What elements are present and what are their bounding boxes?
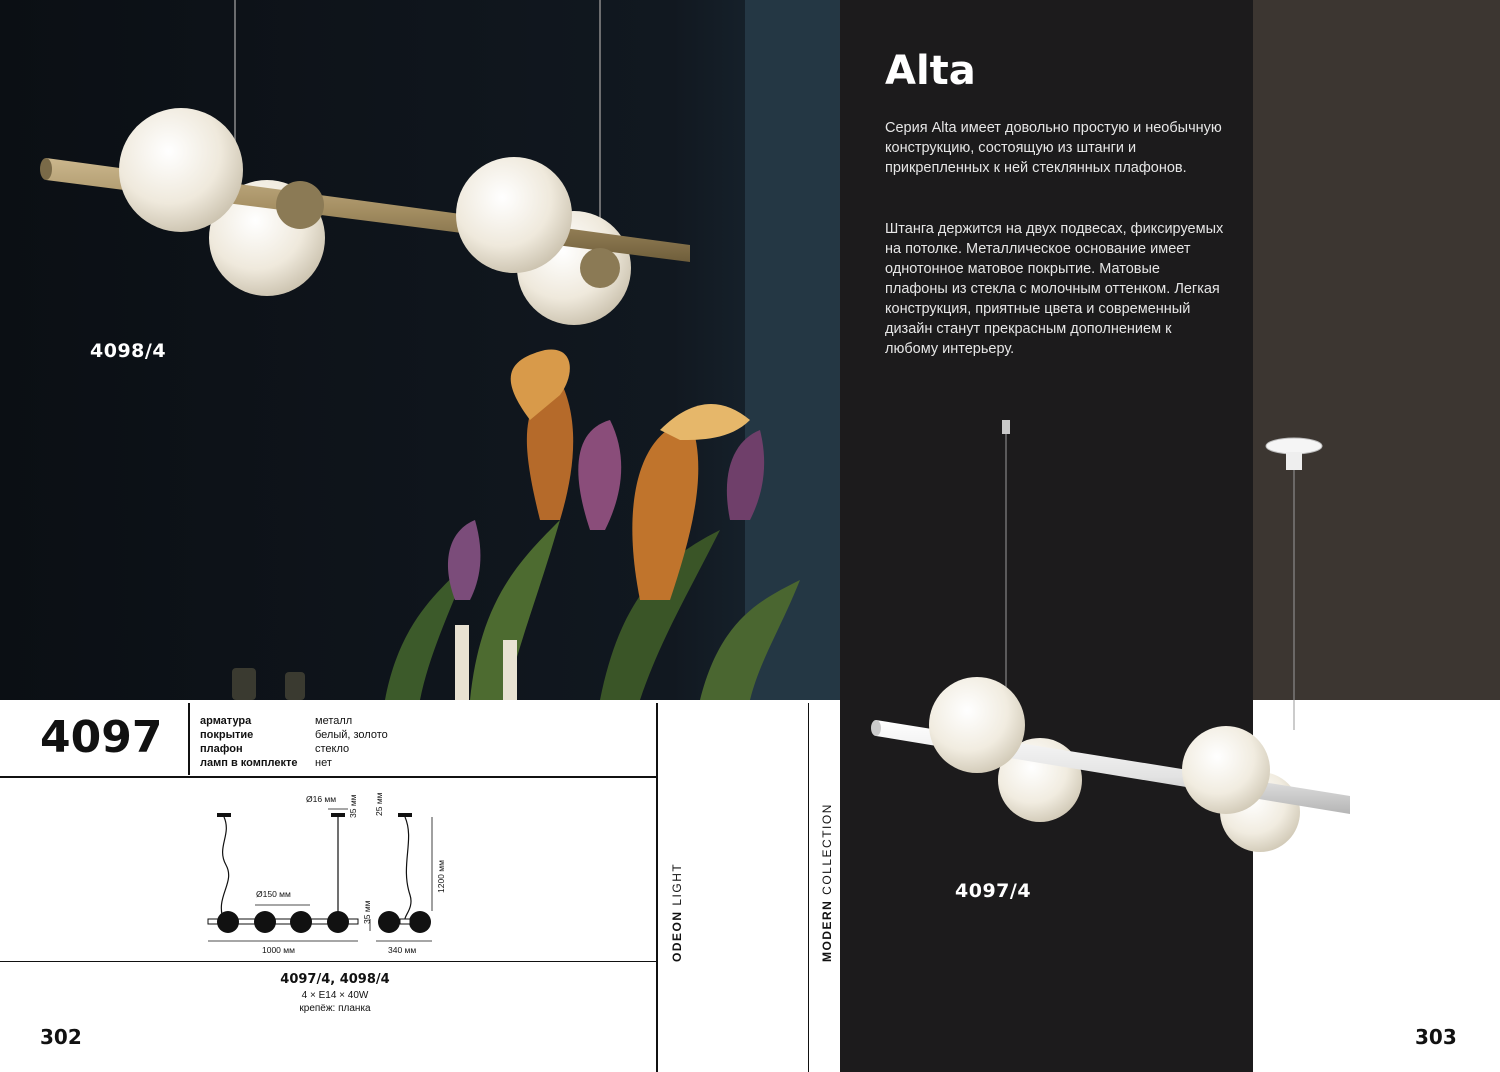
spec-label: плафон xyxy=(200,743,243,755)
description-paragraph-1: Серия Alta имеет довольно простую и необычную конструкцию, состоящую из штанги и прикрепленных к ней стеклянных плафонов. xyxy=(885,120,1222,176)
white-pendant-illustration xyxy=(840,400,1500,880)
description-paragraph-2: Штанга держится на двух подвесах, фиксируемых на потолке. Металлическое основание имеет однотонное матовое покрытие. Матовые плафоны из стекла с молочным оттенком. Легкая конструкция, приятные цвета и современный дизайн станут прекрасным дополнением к любому интерьеру. xyxy=(885,221,1224,357)
spec-value: белый, золото xyxy=(315,729,388,741)
cap-height-side-label: 25 мм xyxy=(374,792,384,816)
cap-height-label: 35 мм xyxy=(348,794,358,818)
glass-shade xyxy=(456,157,572,273)
series-title: Alta xyxy=(885,48,976,94)
total-height-label: 1200 мм xyxy=(436,860,446,893)
spec-divider xyxy=(0,776,657,778)
spec-value: металл xyxy=(315,715,353,727)
rod-offset-label: 35 мм xyxy=(362,900,372,924)
series-number: 4097 xyxy=(40,712,163,763)
brand-modern-collection: MODERN COLLECTION xyxy=(820,803,834,962)
brand-odeon-light: ODEON LIGHT xyxy=(670,862,684,962)
photo-model-label: 4098/4 xyxy=(90,340,167,362)
mount-spec: крепёж: планка xyxy=(299,1003,371,1014)
rod-diameter-label: Ø16 мм xyxy=(306,794,337,804)
spec-label: ламп в комплекте xyxy=(200,757,298,769)
model-numbers: 4097/4, 4098/4 xyxy=(280,972,390,987)
spec-label: арматура xyxy=(200,715,252,727)
spec-label: покрытие xyxy=(200,729,254,741)
width-label: 340 мм xyxy=(388,945,417,955)
page-number-right: 303 xyxy=(1415,1025,1457,1049)
technical-drawing xyxy=(200,785,460,955)
spec-value: нет xyxy=(315,757,332,769)
glass-shade xyxy=(119,108,243,232)
length-label: 1000 мм xyxy=(262,945,295,955)
glass-shade xyxy=(1182,726,1270,814)
page-number-left: 302 xyxy=(40,1025,82,1049)
shade-diameter-label: Ø150 мм xyxy=(256,889,291,899)
glass-shade xyxy=(929,677,1025,773)
lamp-spec: 4 × E14 × 40W xyxy=(301,990,369,1001)
spec-value: стекло xyxy=(315,743,350,755)
drawing-divider xyxy=(0,961,657,962)
white-model-label: 4097/4 xyxy=(955,880,1032,902)
